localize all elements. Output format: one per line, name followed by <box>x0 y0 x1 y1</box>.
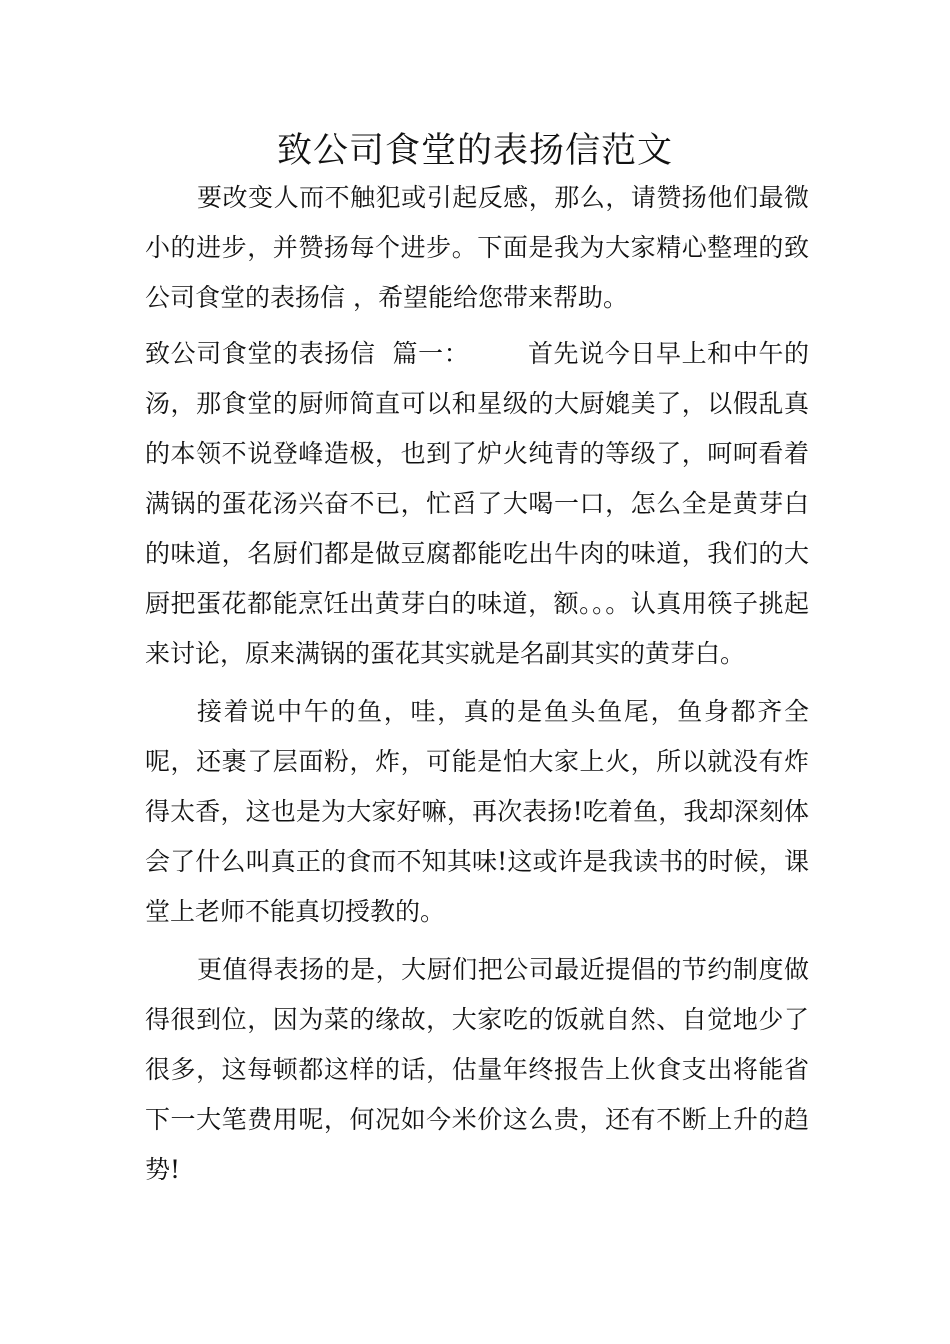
body-paragraph-2: 接着说中午的鱼，哇，真的是鱼头鱼尾，鱼身都齐全呢，还裹了层面粉，炸，可能是怕大家上火，所以就没有炸得太香，这也是为大家好嘛，再次表扬!吃着鱼，我却深刻体会了什么叫真正的食而不知其味!这或许是我读书的时候，课堂上老师不能真切授教的。 <box>145 697 809 926</box>
section-first-paragraph: 首先说今日早上和中午的汤，那食堂的厨师简直可以和星级的大厨媲美了，以假乱真的本领不说登峰造极，也到了炉火纯青的等级了，呵呵看着满锅的蛋花汤兴奋不已，忙舀了大喝一口，怎么全是黄芽白的味道，名厨们都是做豆腐都能吃出牛肉的味道，我们的大厨把蛋花都能烹饪出黄芽白的味道，额。。。认真用筷子挑起来讨论，原来满锅的蛋花其实就是名副其实的黄芽白。 <box>145 339 809 668</box>
body-paragraph-3: 更值得表扬的是，大厨们把公司最近提倡的节约制度做得很到位，因为菜的缘故，大家吃的饭就自然、自觉地少了很多，这每顿都这样的话，估量年终报告上伙食支出将能省下一大笔费用呢，何况如今米价这么贵，还有不断上升的趋势! <box>145 955 809 1184</box>
intro-paragraph: 要改变人而不触犯或引起反感，那么，请赞扬他们最微小的进步，并赞扬每个进步。下面是我为大家精心整理的致公司食堂的表扬信 ，希望能给您带来帮助。 <box>145 183 809 312</box>
section-paragraph <box>145 329 809 679</box>
document-title: 致公司食堂的表扬信范文 <box>276 131 673 171</box>
section-heading: 致公司食堂的表扬信 篇一： <box>145 339 470 368</box>
document-body <box>145 173 809 1195</box>
